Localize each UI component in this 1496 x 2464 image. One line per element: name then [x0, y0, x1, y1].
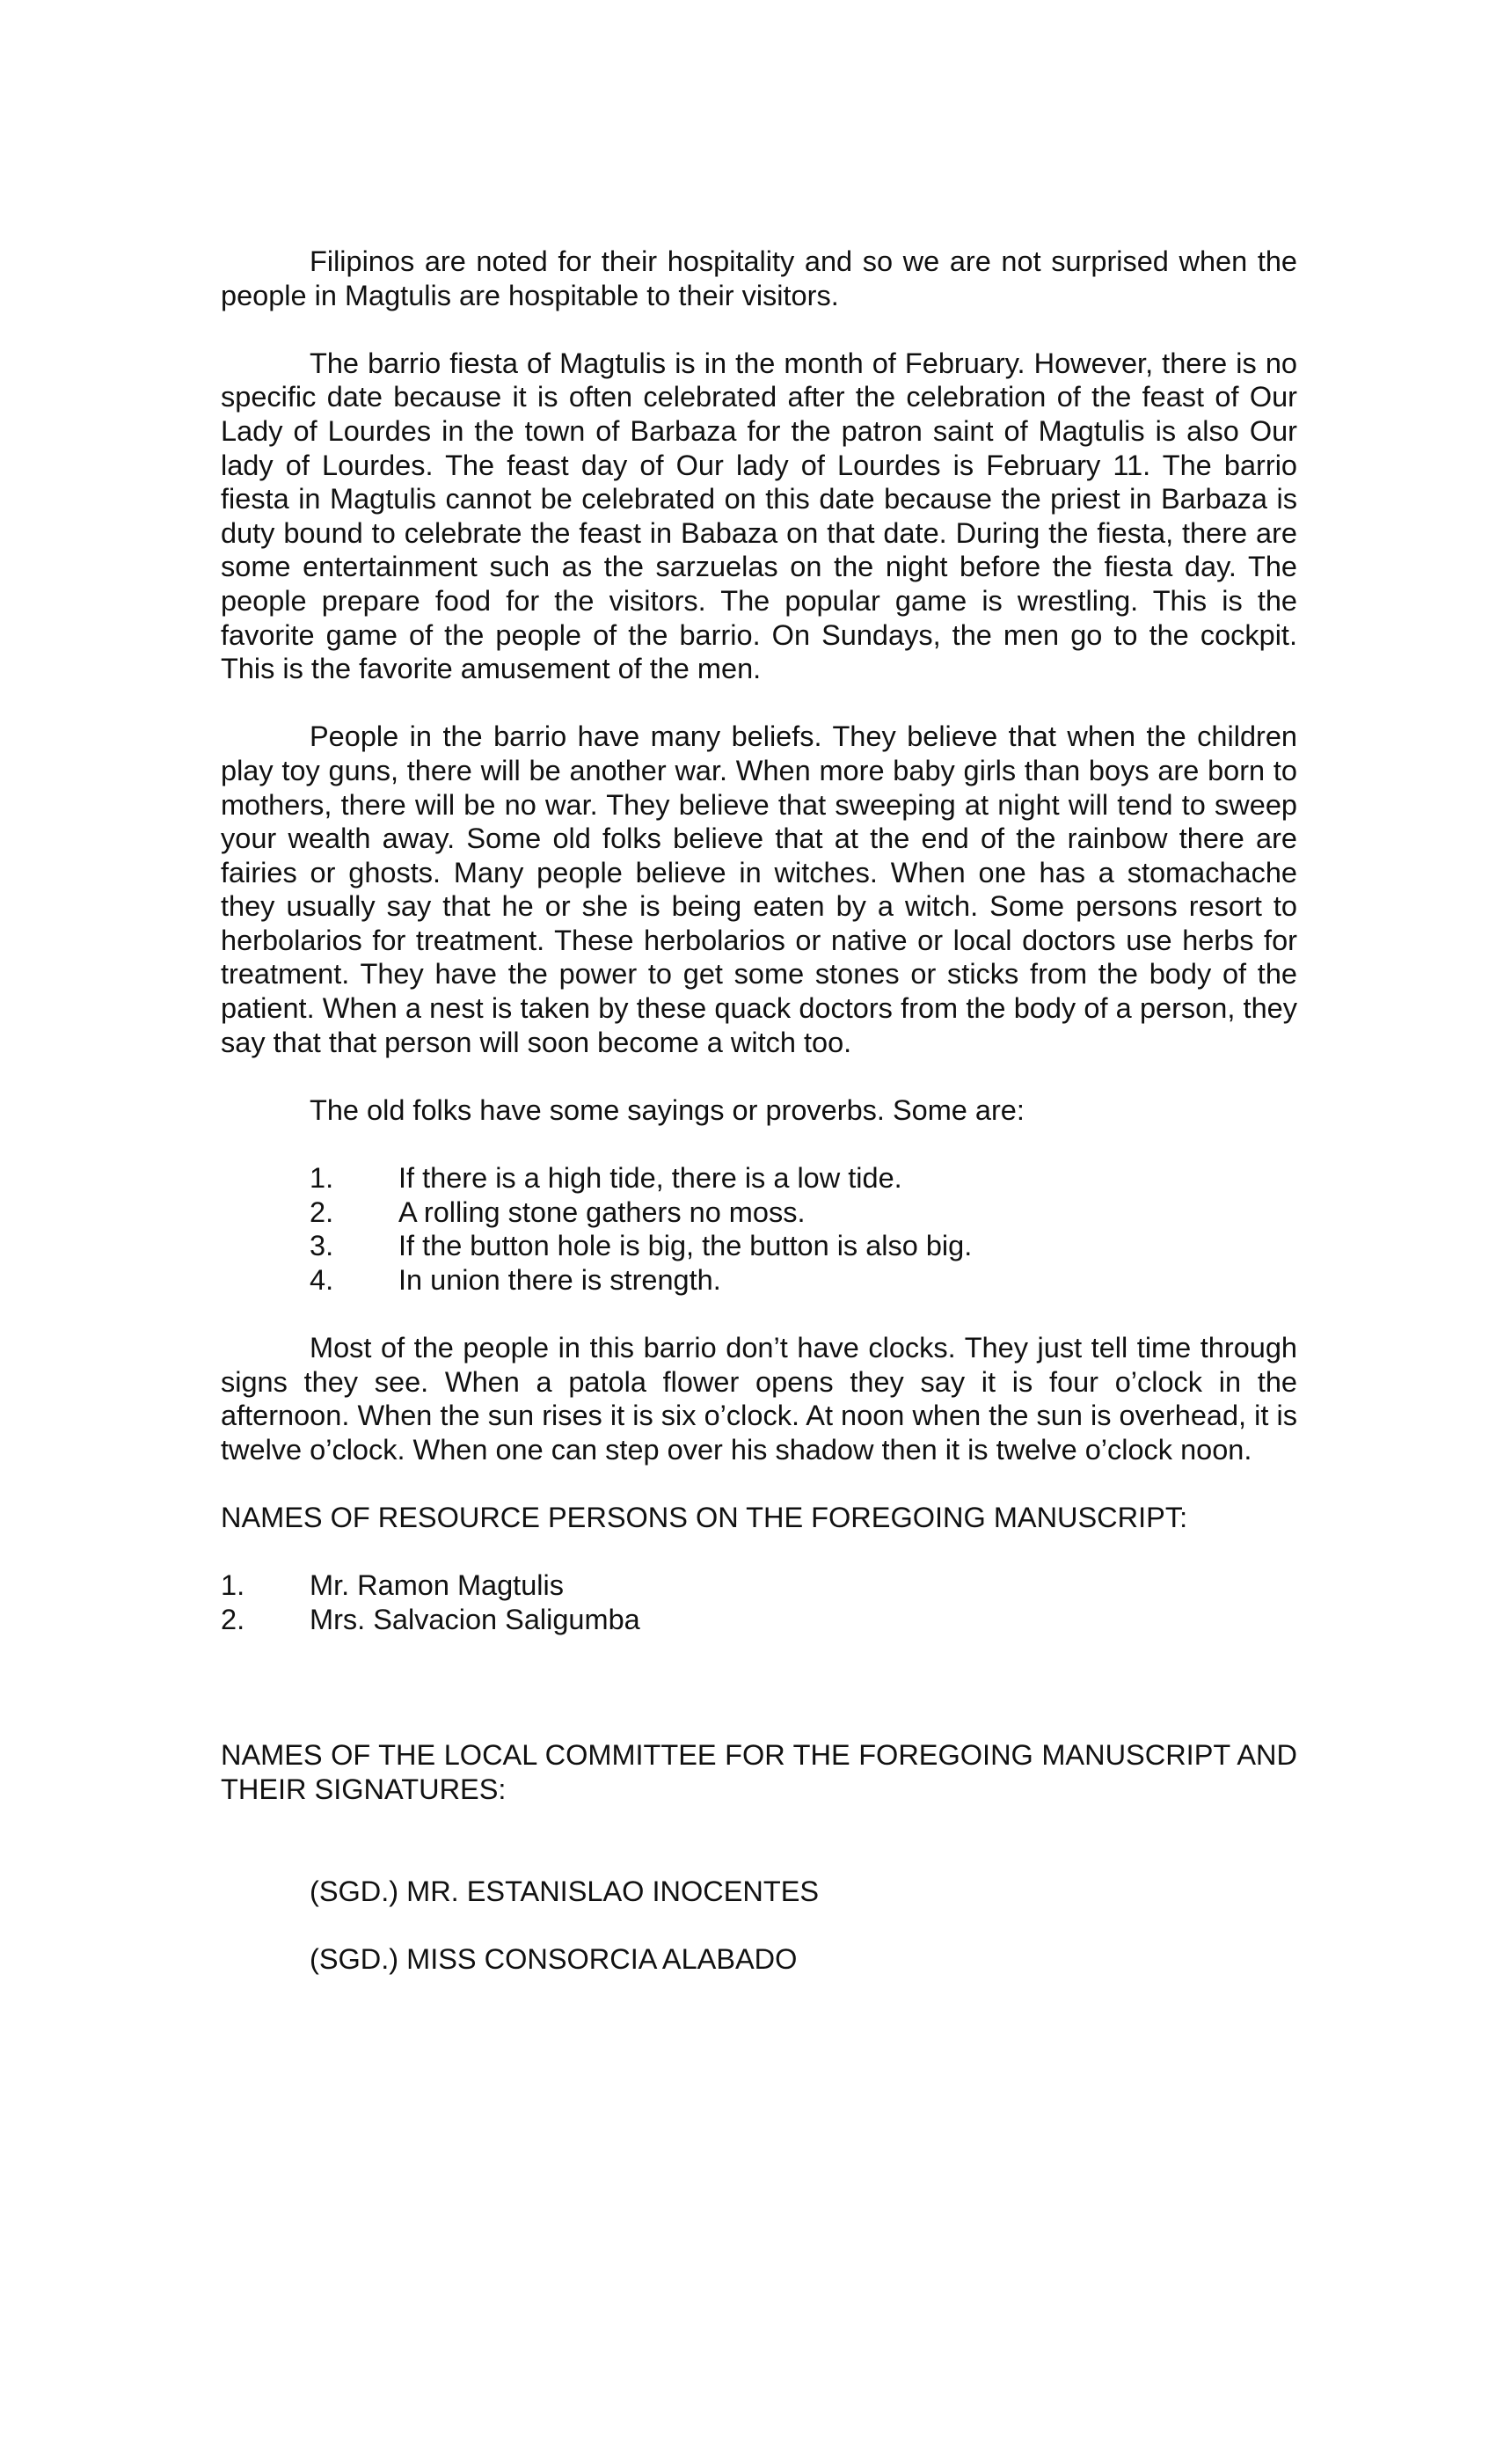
signatures-block [310, 1875, 1297, 1977]
list-item [221, 1568, 1297, 1603]
paragraph-beliefs: People in the barrio have many beliefs. They believe that when the children play toy guns, there will be another war. When more baby girls than boys are born to mothers, there will be no war. They believe that sweeping at night will tend to sweep your wealth away. Some old folks believe that at the end of the rainbow there are fairies or ghosts. Many people believe in witches. When one has a stomachache they usually say that he or she is being eaten by a witch. Some persons resort to herbolarios for treatment. These herbolarios or native or local doctors use herbs for treatment. They have the power to get some stones or sticks from the body of the patient. When a nest is taken by these quack doctors from the body of a person, they say that that person will soon become a witch too. [221, 720, 1297, 1058]
paragraph-hospitality: Filipinos are noted for their hospitality and so we are not surprised when the people in Magtulis are hospitable to their visitors. [221, 245, 1297, 311]
list-item [310, 1229, 1297, 1263]
proverb-text: If the button hole is big, the button is also big. [398, 1230, 973, 1262]
paragraph-fiesta: The barrio fiesta of Magtulis is in the month of February. However, there is no specific date because it is often celebrated after the celebration of the feast of Our Lady of Lourdes in the town of Barbaza for the patron saint of Magtulis is also Our lady of Lourdes. The feast day of Our lady of Lourdes is February 11. The barrio fiesta in Magtulis cannot be celebrated on this date because the priest in Barbaza is duty bound to celebrate the feast in Babaza on that date. During the fiesta, there are some entertainment such as the sarzuelas on the night before the fiesta day. The people prepare food for the visitors. The popular game is wrestling. This is the favorite game of the people of the barrio. On Sundays, the men go to the cockpit. This is the favorite amusement of the men. [221, 347, 1297, 685]
list-number: 1. [310, 1162, 334, 1195]
list-number: 2. [310, 1195, 334, 1228]
resource-persons-heading: NAMES OF RESOURCE PERSONS ON THE FOREGOING MANUSCRIPT: [221, 1501, 1188, 1533]
committee-heading: NAMES OF THE LOCAL COMMITTEE FOR THE FOREGOING MANUSCRIPT AND THEIR SIGNATURES: [221, 1739, 1297, 1805]
document-body [221, 245, 1297, 2010]
list-item [221, 1603, 1297, 1637]
paragraph-clocks: Most of the people in this barrio don’t have clocks. They just tell time through signs they see. When a patola flower opens they say it is four o’clock in the afternoon. When the sun rises it is six o’clock. At noon when the sun is overhead, it is twelve o’clock. When one can step over his shadow then it is twelve o’clock noon. [221, 1332, 1297, 1466]
proverb-text: A rolling stone gathers no moss. [398, 1195, 806, 1228]
list-item [310, 1263, 1297, 1298]
signature-line: (SGD.) MISS CONSORCIA ALABADO [310, 1942, 798, 1975]
resource-person-name: Mr. Ramon Magtulis [310, 1569, 564, 1602]
list-item [310, 1195, 1297, 1230]
signature-line: (SGD.) MR. ESTANISLAO INOCENTES [310, 1875, 820, 1907]
list-number: 3. [310, 1230, 334, 1262]
paragraph-sayings-intro: The old folks have some sayings or proverbs. Some are: [310, 1093, 1025, 1126]
list-number: 4. [310, 1263, 334, 1296]
list-number: 2. [221, 1603, 245, 1635]
proverbs-list [310, 1161, 1297, 1297]
list-item [310, 1161, 1297, 1195]
proverb-text: If there is a high tide, there is a low tide. [398, 1162, 902, 1195]
resource-person-name: Mrs. Salvacion Saligumba [310, 1603, 640, 1635]
proverb-text: In union there is strength. [398, 1263, 721, 1296]
resource-persons-list [221, 1568, 1297, 1636]
list-number: 1. [221, 1569, 245, 1602]
